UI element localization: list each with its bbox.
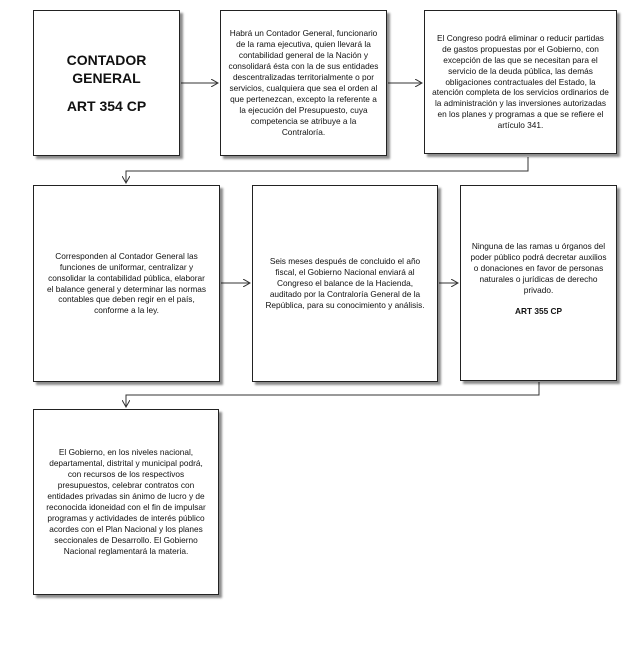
arrow-ninguna-to-gobierno xyxy=(126,382,539,407)
box-congreso xyxy=(424,10,617,154)
text-funciones: Corresponden al Contador General las funciones de uniformar, centralizar y consolidar la contabilidad pública, elaborar el balance general y determinar las normas contables que deben regir en el país, conforme a la ley. xyxy=(46,250,207,316)
article-355: ART 355 CP xyxy=(514,305,563,316)
box-ninguna xyxy=(460,185,617,381)
text-ninguna: Ninguna de las ramas u órganos del poder público podrá decretar auxilios o donaciones en favor de personas naturales o jurídicas de derecho privado. xyxy=(470,241,607,295)
text-gobierno: El Gobierno, en los niveles nacional, departamental, distrital y municipal podrá, con recursos de los respectivos presupuestos, celebrar contratos con entidades privadas sin ánimo de lucro y de reconocida idoneidad con el fin de impulsar programas y actividades de interés público acordes con el Plan Nacional y los planes seccionales de Desarrollo. El Gobierno Nacional reglamentará la materia. xyxy=(46,447,206,556)
box-funciones xyxy=(33,185,220,382)
box-contador-descripcion xyxy=(220,10,387,156)
text-congreso: El Congreso podrá eliminar o reducir partidas de gastos propuestas por el Gobierno, con excepción de las que se necesitan para el servicio de la deuda pública, las demás obligaciones contractuales del Estado, la atención completa de los servicios ordinarios de la administración y las inversiones autorizadas en los planes y programas a que se refiere el artículo 341. xyxy=(432,32,609,131)
box-gobierno xyxy=(33,409,219,595)
arrow-congreso-to-funciones xyxy=(126,157,528,183)
title-general: GENERAL xyxy=(72,69,141,86)
article-354: ART 354 CP xyxy=(66,98,147,115)
text-seis-meses: Seis meses después de concluido el año fiscal, el Gobierno Nacional enviará al Congreso el balance de la Hacienda, auditado por la Contraloría General de la República, para su conocimiento y análisis. xyxy=(265,256,425,310)
box-seis-meses xyxy=(252,185,438,382)
title-contador: CONTADOR xyxy=(66,51,147,68)
box-contador-general xyxy=(33,10,180,156)
text-contador-descripcion: Habrá un Contador General, funcionario de la rama ejecutiva, quien llevará la contabilidad general de la Nación y consolidará ésta con la de sus entidades descentralizadas territorialmente o por servicios, cualquiera que sea el orden al que pertenezcan, excepto la referente a la ejecución del Presupuesto, cuya competencia se atribuye a la Contraloría. xyxy=(228,28,379,137)
